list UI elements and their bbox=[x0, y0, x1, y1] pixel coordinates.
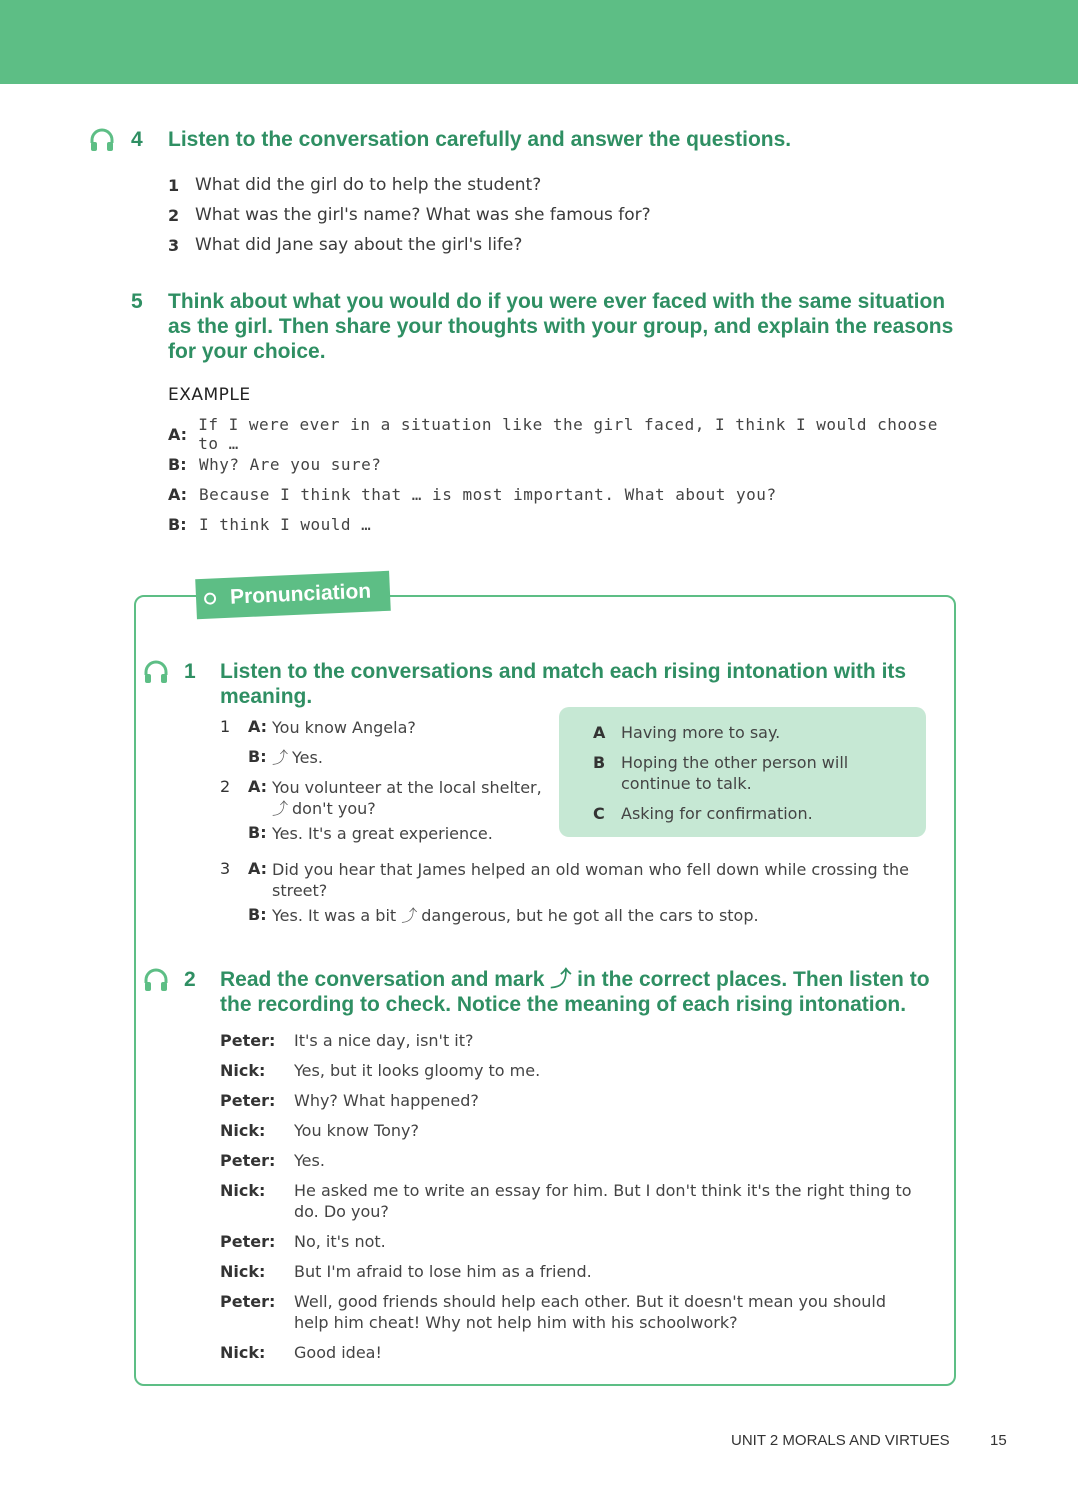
top-color-band bbox=[0, 0, 1078, 84]
speaker: A: bbox=[168, 424, 188, 444]
meaning-letter: B bbox=[593, 753, 606, 772]
dialog-line bbox=[220, 1180, 930, 1231]
speaker: A: bbox=[248, 777, 268, 796]
speaker: A: bbox=[248, 859, 268, 878]
exercise-2-number: 2 bbox=[184, 968, 196, 991]
question-number: 3 bbox=[168, 235, 180, 255]
section-5-heading: Think about what you would do if you were ever faced with the same situation as the girl. Then share your thoughts with your group, and explain the reasons for your choice. bbox=[168, 290, 954, 363]
meaning-text: Hoping the other person will continue to talk. bbox=[621, 753, 849, 793]
list-item bbox=[168, 170, 968, 200]
headphones-icon bbox=[142, 966, 170, 994]
heading-part: in the correct places. Then listen to the recording to check. Notice the meaning of each rising intonation. bbox=[220, 968, 930, 1016]
rising-intonation-icon: ⤴ bbox=[401, 906, 418, 925]
exercise-1-conversation-3 bbox=[220, 855, 920, 931]
dialog-text: I think I would … bbox=[199, 514, 372, 534]
speaker: A: bbox=[248, 717, 268, 736]
list-item bbox=[220, 819, 550, 849]
dialog-line bbox=[220, 1060, 930, 1090]
page-number: 15 bbox=[990, 1432, 1007, 1449]
question-text: What was the girl's name? What was she famous for? bbox=[195, 204, 651, 225]
speaker: B: bbox=[168, 514, 187, 534]
footer-unit-title: UNIT 2 MORALS AND VIRTUES bbox=[731, 1432, 950, 1449]
dialog-text: No, it's not. bbox=[294, 1232, 386, 1251]
list-item bbox=[220, 743, 550, 773]
heading-part: Read the conversation and mark bbox=[220, 968, 545, 991]
speaker: A: bbox=[168, 484, 188, 504]
meaning-item bbox=[593, 722, 780, 743]
dialog-line bbox=[168, 479, 968, 509]
exercise-1-number: 1 bbox=[184, 660, 196, 683]
meaning-letter: A bbox=[593, 723, 606, 742]
exercise-2-heading bbox=[220, 967, 930, 1017]
example-dialog bbox=[168, 415, 968, 539]
dialog-line bbox=[220, 1342, 930, 1372]
headphones-icon bbox=[88, 126, 116, 154]
dialog-text: But I'm afraid to lose him as a friend. bbox=[294, 1262, 592, 1281]
speaker: Nick: bbox=[220, 1181, 266, 1200]
example-label: EXAMPLE bbox=[168, 385, 251, 405]
list-item bbox=[220, 855, 920, 901]
speaker: Peter: bbox=[220, 1151, 276, 1170]
speaker: Nick: bbox=[220, 1061, 266, 1080]
speaker: Peter: bbox=[220, 1031, 276, 1050]
dialog-line bbox=[220, 1261, 930, 1291]
question-text: What did Jane say about the girl's life? bbox=[195, 234, 523, 255]
pronunciation-tag bbox=[195, 571, 391, 619]
section-4-number: 4 bbox=[131, 128, 143, 151]
dialog-text: Good idea! bbox=[294, 1343, 382, 1362]
speaker: Peter: bbox=[220, 1232, 276, 1251]
headphones-icon bbox=[142, 658, 170, 686]
dialog-line bbox=[168, 449, 968, 479]
line-text: You know Angela? bbox=[272, 718, 416, 737]
dialog-line bbox=[168, 509, 968, 539]
question-text: What did the girl do to help the student? bbox=[195, 174, 542, 195]
dialog-text: Why? Are you sure? bbox=[199, 454, 382, 474]
list-item bbox=[168, 200, 968, 230]
line-text: Yes. It was a bit bbox=[272, 906, 397, 925]
speaker: Peter: bbox=[220, 1292, 276, 1311]
meaning-text: Asking for confirmation. bbox=[621, 804, 813, 823]
dialog-text: Because I think that … is most important. What about you? bbox=[199, 484, 777, 504]
dialog-line bbox=[220, 1090, 930, 1120]
exercise-1-conversations bbox=[220, 713, 550, 849]
line-text: don't you? bbox=[292, 799, 376, 818]
speaker: B: bbox=[248, 823, 267, 842]
dialog-text: Well, good friends should help each other. But it doesn't mean you should help him cheat! Why not help him with his schoolwork? bbox=[294, 1292, 887, 1332]
item-number: 1 bbox=[220, 717, 231, 736]
meaning-item bbox=[593, 752, 893, 794]
meaning-item bbox=[593, 803, 813, 824]
dialog-text: If I were ever in a situation like the girl faced, I think I would choose to … bbox=[198, 415, 938, 453]
section-5-number: 5 bbox=[131, 290, 143, 313]
dialog-text: Why? What happened? bbox=[294, 1091, 479, 1110]
dialog-text: He asked me to write an essay for him. But I don't think it's the right thing to do. Do you? bbox=[294, 1181, 912, 1221]
meanings-box bbox=[559, 707, 926, 837]
rising-intonation-icon: ⤴ bbox=[272, 799, 289, 818]
dialog-text: It's a nice day, isn't it? bbox=[294, 1031, 474, 1050]
dialog-text: Yes. bbox=[294, 1151, 325, 1170]
dialog-text: Yes, but it looks gloomy to me. bbox=[294, 1061, 541, 1080]
section-4-question-list bbox=[168, 170, 968, 260]
dialog-line bbox=[220, 1030, 930, 1060]
speaker: Peter: bbox=[220, 1091, 276, 1110]
question-number: 2 bbox=[168, 205, 180, 225]
item-number: 3 bbox=[220, 859, 231, 878]
rising-intonation-icon: ⤴ bbox=[550, 968, 572, 991]
list-item bbox=[220, 901, 920, 931]
rising-intonation-icon: ⤴ bbox=[272, 748, 289, 767]
bullet-icon bbox=[204, 592, 217, 605]
meaning-letter: C bbox=[593, 804, 605, 823]
dialog-line bbox=[220, 1150, 930, 1180]
list-item bbox=[220, 773, 550, 819]
line-text: You volunteer at the local shelter, bbox=[272, 778, 542, 797]
list-item bbox=[168, 230, 968, 260]
meaning-text: Having more to say. bbox=[621, 723, 781, 742]
line-text: Yes. It's a great experience. bbox=[272, 824, 493, 843]
speaker: Nick: bbox=[220, 1121, 266, 1140]
line-text: Did you hear that James helped an old woman who fell down while crossing the street? bbox=[272, 860, 909, 900]
question-number: 1 bbox=[168, 175, 180, 195]
exercise-2-conversation bbox=[220, 1030, 930, 1372]
speaker: B: bbox=[248, 905, 267, 924]
speaker: Nick: bbox=[220, 1343, 266, 1362]
speaker: B: bbox=[168, 454, 187, 474]
dialog-line bbox=[220, 1120, 930, 1150]
item-number: 2 bbox=[220, 777, 231, 796]
line-text: Yes. bbox=[292, 748, 323, 767]
speaker: B: bbox=[248, 747, 267, 766]
pronunciation-title: Pronunciation bbox=[229, 579, 372, 609]
dialog-line bbox=[220, 1231, 930, 1261]
section-4-heading: Listen to the conversation carefully and answer the questions. bbox=[168, 128, 792, 151]
line-text: dangerous, but he got all the cars to stop. bbox=[421, 906, 759, 925]
exercise-1-heading: Listen to the conversations and match each rising intonation with its meaning. bbox=[220, 660, 907, 708]
dialog-line bbox=[168, 415, 968, 453]
speaker: Nick: bbox=[220, 1262, 266, 1281]
dialog-line bbox=[220, 1291, 930, 1342]
dialog-text: You know Tony? bbox=[294, 1121, 419, 1140]
list-item bbox=[220, 713, 550, 743]
